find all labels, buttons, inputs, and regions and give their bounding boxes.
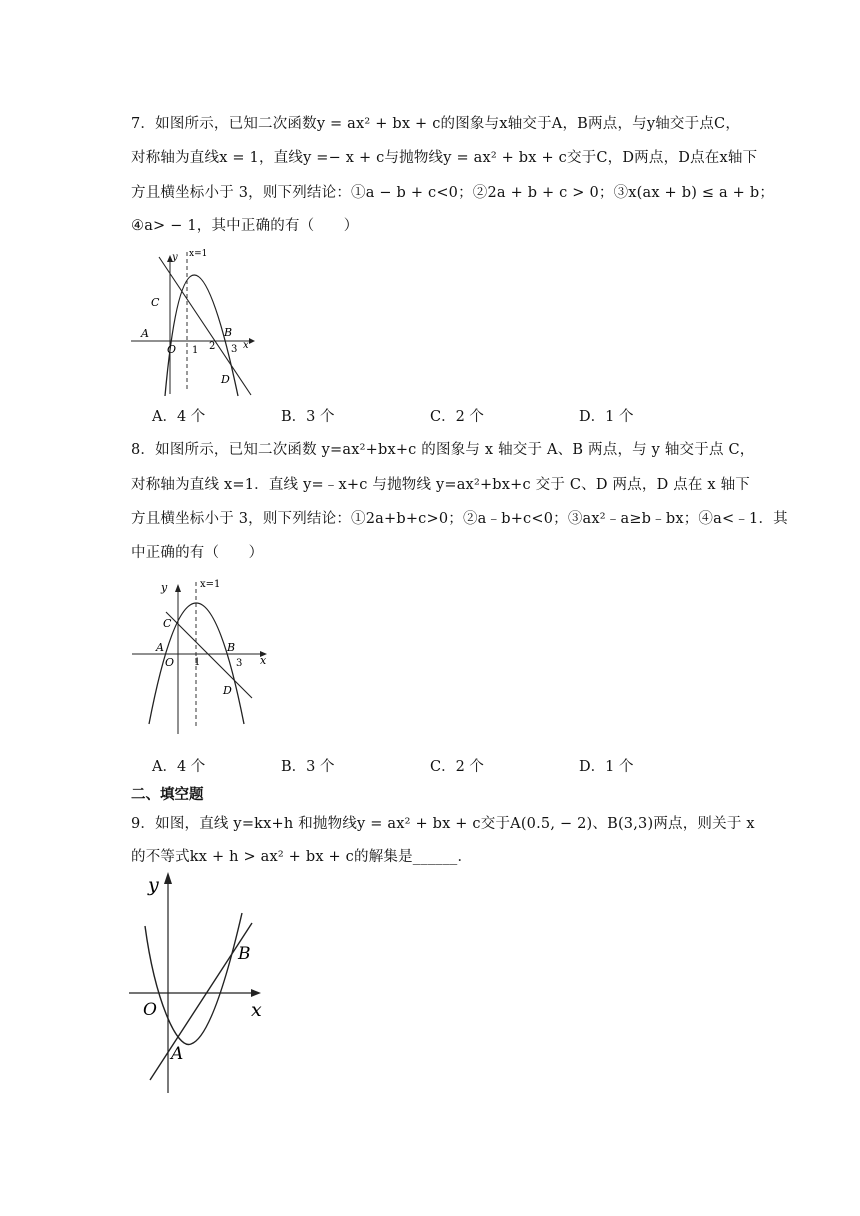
q8-line-2: 对称轴为直线 x=1．直线 y=﹣x+c 与抛物线 y=ax²+bx+c 交于 C、D 两点，D 点在 x 轴下 [131,477,751,493]
q9-label-O: O [143,1000,157,1020]
q8-line-1: 8．如图所示，已知二次函数 y=ax²+bx+c 的图象与 x 轴交于 A、B 两点，与 y 轴交于点 C， [131,442,755,458]
q9-figure [125,868,275,1096]
q9-label-A: A [171,1044,184,1064]
q9-label-B: B [238,944,251,964]
q8-tick-3: 3 [236,658,243,669]
q9-x-arrow [251,989,261,997]
q8-tick-1: 1 [194,657,201,668]
q8-line-4: 中正确的有（ ） [131,545,264,561]
q7-line-1: 7．如图所示，已知二次函数y = ax² + bx + c的图象与x轴交于A，B两点，与y轴交于点C， [131,116,741,132]
q9-line-2: 的不等式kx + h > ax² + bx + c的解集是______． [131,849,473,865]
q8-label-C: C [163,617,172,630]
q9-x-label: x [251,999,262,1021]
q9-y-arrow [164,872,172,884]
q9-line-kx [150,923,252,1080]
q8-y-label: y [161,581,168,594]
q7-line-3: 方且横坐标小于 3，则下列结论：①a − b + c<0；②2a + b + c > 0；③x(ax + b) ≤ a + b； [131,185,775,201]
q7-line-4: ④a> − 1，其中正确的有（ ） [131,218,359,234]
q8-option-b: B．3 个 [281,759,335,775]
q7-x-arrow [249,338,255,344]
q7-option-a: A．4 个 [152,409,206,425]
section-heading: 二、填空题 [131,787,204,803]
q7-option-d: D．1 个 [579,409,634,425]
q8-line-3: 方且横坐标小于 3，则下列结论：①2a+b+c>0；②a﹣b+c<0；③ax²﹣a≥b﹣bx；④a<﹣1．其 [131,511,788,527]
q7-label-D: D [221,373,230,386]
q7-tick-3: 3 [231,344,238,355]
q7-label-C: C [151,296,160,309]
q9-parabola [145,913,242,1044]
q7-option-b: B．3 个 [281,409,335,425]
q7-label-B: B [224,326,233,339]
q9-line-1: 9．如图，直线 y=kx+h 和抛物线y = ax² + bx + c交于A(0.5, − 2)、B(3,3)两点，则关于 x [131,816,755,832]
q8-option-c: C．2 个 [430,759,484,775]
q7-label-A: A [141,327,149,340]
q7-label-O: O [167,343,177,356]
q8-option-d: D．1 个 [579,759,634,775]
q7-tick-1: 1 [192,345,199,356]
q9-y-label: y [148,874,159,896]
q8-symmetry-label: x=1 [200,579,221,590]
q8-label-B: B [227,641,236,654]
q8-option-a: A．4 个 [152,759,206,775]
q7-y-label: y [172,252,178,263]
q8-figure [128,574,278,736]
q7-line-2: 对称轴为直线x = 1，直线y =− x + c与抛物线y = ax² + bx + c交于C，D两点，D点在x轴下 [131,150,758,166]
q7-option-c: C．2 个 [430,409,484,425]
q7-line-y [159,257,251,395]
q8-label-A: A [156,641,164,654]
q8-x-label: x [260,654,267,667]
q8-y-arrow [175,584,181,592]
q7-x-label: x [243,340,249,351]
q7-tick-2: 2 [209,341,216,352]
q7-figure [125,244,265,400]
q8-line-y [166,612,252,698]
q7-symmetry-label: x=1 [189,249,208,259]
q8-label-O: O [165,656,175,669]
q8-label-D: D [223,684,232,697]
